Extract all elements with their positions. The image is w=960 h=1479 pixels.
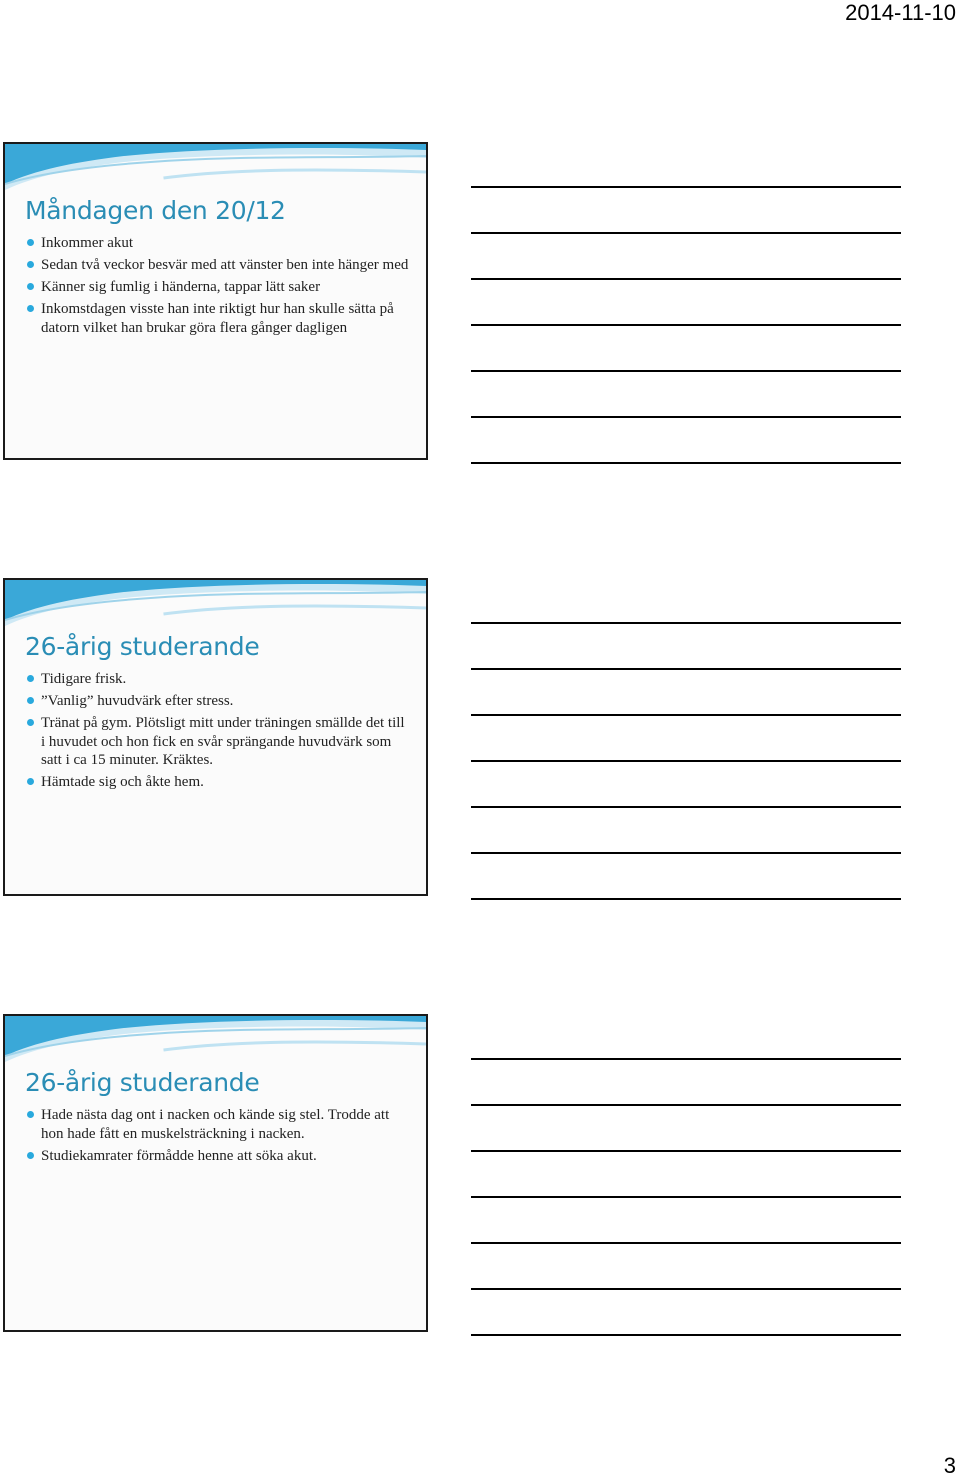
bullet-icon xyxy=(27,1111,34,1118)
wave-header-decoration xyxy=(5,1016,426,1066)
page-number: 3 xyxy=(943,1453,956,1478)
bullet-icon xyxy=(27,283,34,290)
list-item: Sedan två veckor besvär med att vänster ben inte hänger med xyxy=(25,256,412,275)
note-line xyxy=(471,186,901,188)
list-item: Känner sig fumlig i händerna, tappar lätt saker xyxy=(25,278,412,297)
note-line xyxy=(471,1242,901,1244)
slide-2 xyxy=(3,578,428,896)
list-item: ”Vanlig” huvudvärk efter stress. xyxy=(25,692,412,711)
note-line xyxy=(471,1334,901,1336)
bullet-icon xyxy=(27,239,34,246)
note-line xyxy=(471,278,901,280)
page-date: 2014-11-10 xyxy=(845,0,956,25)
note-line xyxy=(471,806,901,808)
bullet-list xyxy=(25,670,412,795)
list-item: Tidigare frisk. xyxy=(25,670,412,689)
note-line xyxy=(471,232,901,234)
bullet-icon xyxy=(27,1152,34,1159)
slide-3 xyxy=(3,1014,428,1332)
wave-header-decoration xyxy=(5,144,426,194)
bullet-icon xyxy=(27,261,34,268)
note-line xyxy=(471,370,901,372)
note-line xyxy=(471,852,901,854)
bullet-list xyxy=(25,1106,412,1169)
note-line xyxy=(471,1150,901,1152)
slide-title: 26-årig studerande xyxy=(25,1068,260,1097)
note-line xyxy=(471,760,901,762)
slide-title: Måndagen den 20/12 xyxy=(25,196,286,225)
bullet-icon xyxy=(27,305,34,312)
bullet-icon xyxy=(27,778,34,785)
bullet-icon xyxy=(27,719,34,726)
note-line xyxy=(471,622,901,624)
bullet-list xyxy=(25,234,412,341)
bullet-icon xyxy=(27,675,34,682)
note-line xyxy=(471,1288,901,1290)
list-item: Hämtade sig och åkte hem. xyxy=(25,773,412,792)
wave-header-decoration xyxy=(5,580,426,630)
slide-1 xyxy=(3,142,428,460)
slide-title: 26-årig studerande xyxy=(25,632,260,661)
note-line xyxy=(471,462,901,464)
note-line xyxy=(471,898,901,900)
bullet-icon xyxy=(27,697,34,704)
list-item: Tränat på gym. Plötsligt mitt under träningen smällde det till i huvudet och hon fick en svår sprängande huvudvärk som satt i ca 15 minuter. Kräktes. xyxy=(25,714,412,770)
note-line xyxy=(471,324,901,326)
list-item: Inkomstdagen visste han inte riktigt hur han skulle sätta på datorn vilket han brukar göra flera gånger dagligen xyxy=(25,300,412,337)
note-line xyxy=(471,714,901,716)
note-line xyxy=(471,1058,901,1060)
note-line xyxy=(471,1196,901,1198)
list-item: Inkommer akut xyxy=(25,234,412,253)
note-line xyxy=(471,668,901,670)
note-line xyxy=(471,416,901,418)
list-item: Hade nästa dag ont i nacken och kände sig stel. Trodde att hon hade fått en muskelsträckning i nacken. xyxy=(25,1106,412,1143)
note-line xyxy=(471,1104,901,1106)
list-item: Studiekamrater förmådde henne att söka akut. xyxy=(25,1147,412,1166)
